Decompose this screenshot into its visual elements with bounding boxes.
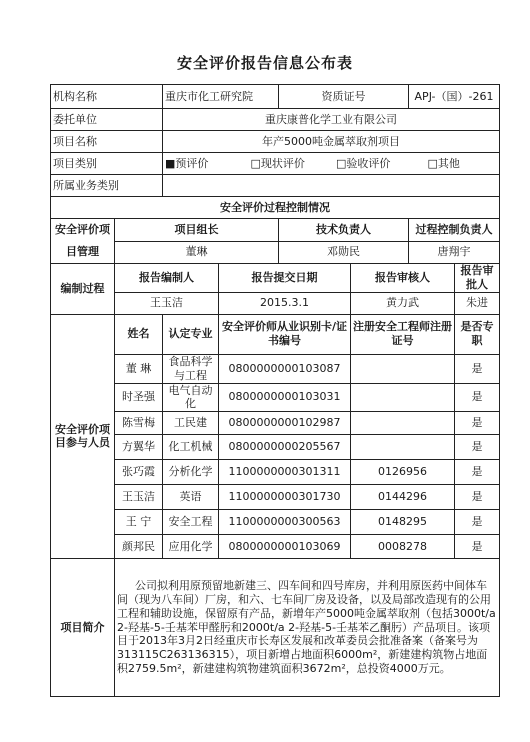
staff-card: 0800000000103031 [219, 383, 351, 412]
reviewer-value: 黄力武 [351, 292, 455, 314]
tech-value: 邓勋民 [279, 241, 409, 264]
staff-major: 化工机械 [163, 435, 219, 460]
section-title: 安全评价过程控制情况 [51, 197, 500, 219]
category-label: 项目类别 [51, 153, 163, 175]
category-options [163, 153, 500, 175]
staff-reg: 0008278 [351, 535, 455, 559]
staff-name: 时圣强 [115, 383, 163, 412]
org-label: 机构名称 [51, 85, 163, 109]
summary-text: 公司拟利用原预留地新建三、四车间和四号库房，并利用原医药中间体车间（现为八车间）厂房，和六、七车间厂房及设备，以及局部改造现有的公用工程和辅助设施，保留原有产品，新增年产5000吨金属萃取剂（包括3000t/a 2-羟基-5-壬基苯甲醛肟和2000t/a 2-羟基-5-壬基苯乙酮肟）产品项目。该项目于2013年3月2日经重庆市长寿区发展和改革委员会批准备案（备案号为313115C263136315），项目新增占地面积6000m²，新建建构筑物占地面积2759.5m²，新建建构筑物建筑面积3672m²，总投资4000万元。 [115, 559, 500, 697]
staff-header-fulltime: 是否专职 [455, 314, 500, 354]
category-option-acceptance[interactable]: □验收评价 [336, 156, 391, 170]
table-row [51, 535, 500, 559]
info-table [50, 84, 500, 697]
compile-label: 编制过程 [51, 264, 115, 315]
table-row [51, 460, 500, 485]
staff-fulltime: 是 [455, 535, 500, 559]
control-header: 过程控制负责人 [409, 219, 500, 242]
approver-header: 报告审批人 [455, 264, 500, 293]
staff-card: 0800000000103069 [219, 535, 351, 559]
staff-reg [351, 412, 455, 435]
staff-major: 应用化学 [163, 535, 219, 559]
compiler-header: 报告编制人 [115, 264, 219, 293]
leader-value: 董琳 [115, 241, 279, 264]
cert-value: APJ-（国）-261 [409, 85, 500, 109]
staff-card: 0800000000205567 [219, 435, 351, 460]
staff-name: 张巧霞 [115, 460, 163, 485]
client-label: 委托单位 [51, 109, 163, 131]
staff-card: 0800000000102987 [219, 412, 351, 435]
staff-name: 王 宁 [115, 510, 163, 535]
reviewer-header: 报告审核人 [351, 264, 455, 293]
staff-label: 安全评价项目参与人员 [51, 314, 115, 559]
staff-reg: 0144296 [351, 485, 455, 510]
submit-date-header: 报告提交日期 [219, 264, 351, 293]
mgmt-label: 安全评价项目管理 [51, 219, 115, 264]
staff-card: 1100000000301730 [219, 485, 351, 510]
table-row [51, 510, 500, 535]
staff-reg [351, 354, 455, 383]
control-value: 唐翔宇 [409, 241, 500, 264]
staff-name: 董 琳 [115, 354, 163, 383]
business-label: 所属业务类别 [51, 175, 163, 197]
staff-header-major: 认定专业 [163, 314, 219, 354]
page-title: 安全评价报告信息公布表 [176, 54, 353, 72]
org-value: 重庆市化工研究院 [163, 85, 279, 109]
business-value [163, 175, 500, 197]
staff-major: 工民建 [163, 412, 219, 435]
staff-card: 1100000000301311 [219, 460, 351, 485]
submit-date-value: 2015.3.1 [219, 292, 351, 314]
project-value: 年产5000吨金属萃取剂项目 [163, 131, 500, 153]
project-label: 项目名称 [51, 131, 163, 153]
staff-fulltime: 是 [455, 460, 500, 485]
table-row [51, 383, 500, 412]
staff-major: 分析化学 [163, 460, 219, 485]
staff-header-reg: 注册安全工程师注册证号 [351, 314, 455, 354]
table-row [51, 354, 500, 383]
staff-major: 电气自动化 [163, 383, 219, 412]
staff-name: 方翼华 [115, 435, 163, 460]
staff-fulltime: 是 [455, 485, 500, 510]
staff-major: 英语 [163, 485, 219, 510]
staff-fulltime: 是 [455, 510, 500, 535]
staff-card: 0800000000103087 [219, 354, 351, 383]
staff-reg [351, 435, 455, 460]
staff-name: 颜邦民 [115, 535, 163, 559]
tech-header: 技术负责人 [279, 219, 409, 242]
compiler-value: 王玉洁 [115, 292, 219, 314]
staff-card: 1100000000300563 [219, 510, 351, 535]
staff-fulltime: 是 [455, 383, 500, 412]
table-row [51, 412, 500, 435]
table-row [51, 435, 500, 460]
staff-header-card: 安全评价师从业识别卡/证书编号 [219, 314, 351, 354]
staff-reg: 0148295 [351, 510, 455, 535]
category-option-pre[interactable]: ■预评价 [165, 156, 209, 170]
category-option-current[interactable]: □现状评价 [250, 156, 305, 170]
staff-major: 安全工程 [163, 510, 219, 535]
staff-name: 王玉洁 [115, 485, 163, 510]
staff-fulltime: 是 [455, 354, 500, 383]
staff-name: 陈雪梅 [115, 412, 163, 435]
leader-header: 项目组长 [115, 219, 279, 242]
staff-fulltime: 是 [455, 412, 500, 435]
staff-major: 食品科学与工程 [163, 354, 219, 383]
staff-header-name: 姓名 [115, 314, 163, 354]
staff-reg: 0126956 [351, 460, 455, 485]
category-option-other[interactable]: □其他 [427, 156, 460, 170]
cert-label: 资质证号 [279, 85, 409, 109]
table-row [51, 485, 500, 510]
staff-fulltime: 是 [455, 435, 500, 460]
client-value: 重庆康普化学工业有限公司 [163, 109, 500, 131]
staff-reg [351, 383, 455, 412]
approver-value: 朱进 [455, 292, 500, 314]
summary-label: 项目简介 [51, 559, 115, 697]
